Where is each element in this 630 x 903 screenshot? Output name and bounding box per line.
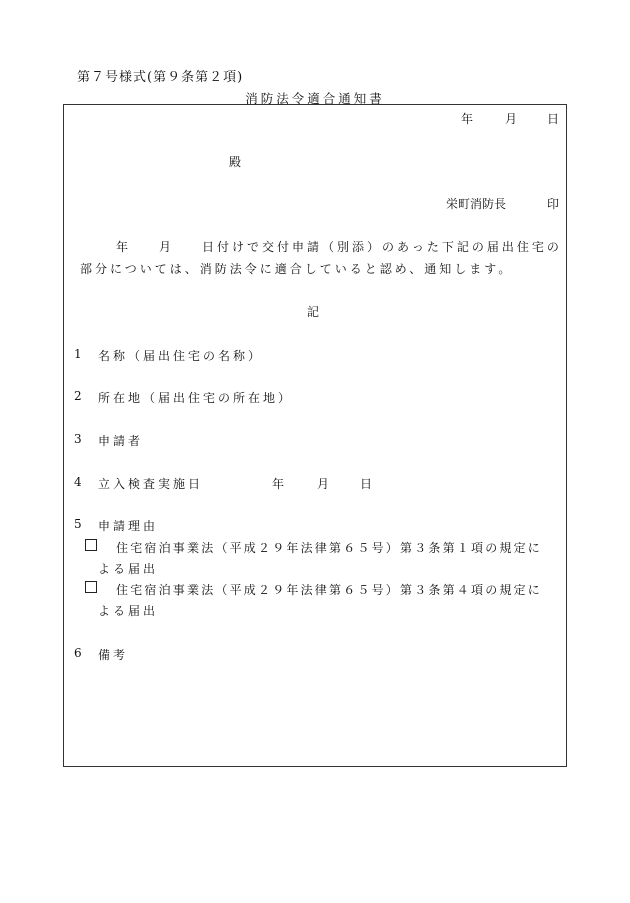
item-number: 1 — [74, 347, 82, 361]
item-number: 6 — [74, 646, 82, 660]
body-date-month: 月 — [159, 240, 172, 254]
form-number: 第７号様式(第９条第２項) — [77, 70, 244, 85]
body-date-year: 年 — [116, 240, 129, 254]
item-number: 4 — [74, 475, 82, 489]
document-title: 消防法令適合通知書 — [245, 91, 385, 106]
item-number: 5 — [74, 517, 82, 531]
item-label: 申請理由 — [98, 519, 159, 533]
addressee-suffix: 殿 — [229, 155, 242, 169]
item-label: 立入検査実施日 — [98, 477, 204, 491]
body-line1-text: 日付けで交付申請（別添）のあった下記の届出住宅の — [202, 240, 562, 254]
checkbox-icon — [85, 539, 97, 551]
issuer-name: 栄町消防長 — [446, 197, 507, 211]
item-label: 申請者 — [98, 434, 144, 448]
date-year-label: 年 — [461, 112, 474, 126]
item-number: 3 — [74, 432, 82, 446]
date-month-label: 月 — [505, 112, 518, 126]
item-label: 名称（届出住宅の名称） — [98, 349, 264, 363]
reason-checkbox[interactable] — [85, 539, 97, 553]
reason-text-line2: よる届出 — [98, 562, 159, 576]
item-label: 所在地（届出住宅の所在地） — [98, 391, 294, 405]
inspection-day-label: 日 — [360, 477, 373, 491]
item-number: 2 — [74, 389, 82, 403]
inspection-year-label: 年 — [272, 477, 285, 491]
ki-heading: 記 — [307, 305, 320, 319]
reason-text-line2: よる届出 — [98, 604, 159, 618]
reason-checkbox[interactable] — [85, 581, 97, 595]
inspection-month-label: 月 — [317, 477, 330, 491]
item-label: 備考 — [98, 648, 129, 662]
seal-mark: 印 — [547, 197, 560, 211]
date-day-label: 日 — [547, 112, 560, 126]
body-line2-text: 部分については、消防法令に適合していると認め、通知します。 — [80, 262, 514, 276]
checkbox-icon — [85, 581, 97, 593]
reason-text-line1: 住宅宿泊事業法（平成２９年法律第６５号）第３条第４項の規定に — [116, 583, 543, 597]
reason-text-line1: 住宅宿泊事業法（平成２９年法律第６５号）第３条第１項の規定に — [116, 541, 543, 555]
